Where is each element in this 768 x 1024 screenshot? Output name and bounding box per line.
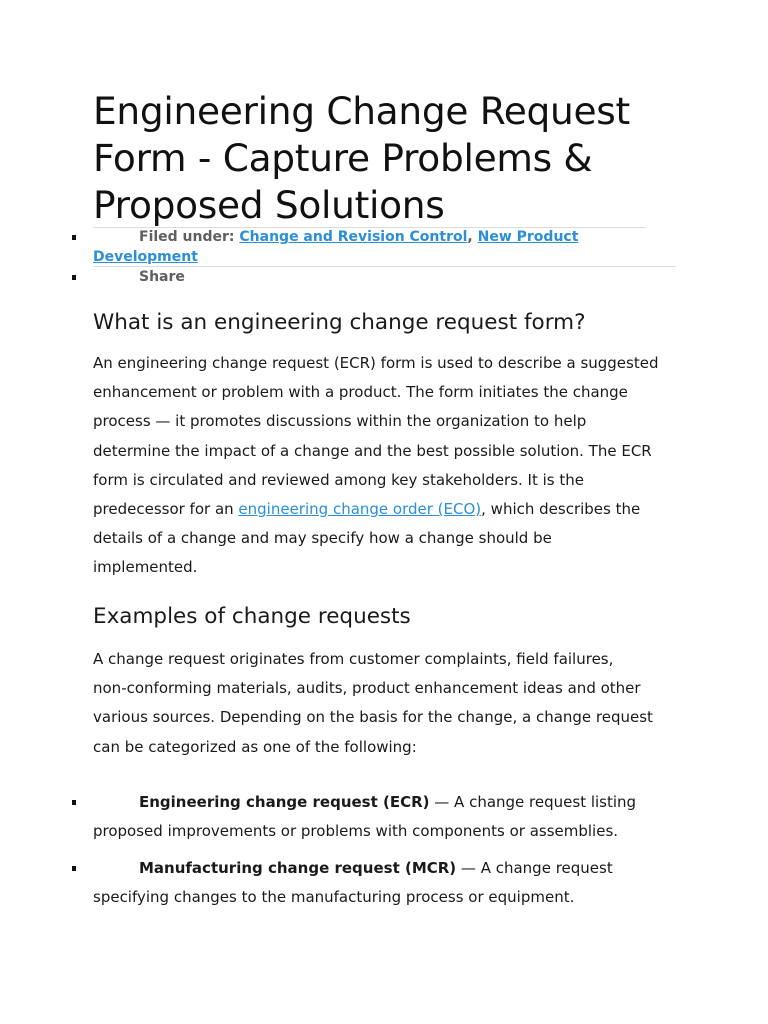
- list-item-ecr: [93, 788, 636, 846]
- paragraph-line: An engineering change request (ECR) form is used to describe a suggested: [93, 354, 659, 372]
- section-heading-what-is-ecr: What is an engineering change request form?: [93, 310, 586, 335]
- title-line-1: Engineering Change Request: [93, 89, 630, 133]
- paragraph-text: predecessor for an: [93, 500, 239, 519]
- title-line-3: Proposed Solutions: [93, 183, 445, 227]
- category-link-change-revision[interactable]: Change and Revision Control: [239, 229, 468, 245]
- paragraph-line: A change request originates from customer complaints, field failures,: [93, 650, 614, 668]
- list-bullet: [72, 275, 76, 280]
- category-separator: ,: [467, 229, 478, 245]
- list-item-continuation: proposed improvements or problems with components or assemblies.: [93, 822, 619, 841]
- list-item-term: Engineering change request (ECR): [139, 793, 430, 811]
- list-bullet: [72, 800, 76, 805]
- list-bullet: [72, 235, 76, 240]
- list-item-mcr: [93, 854, 613, 912]
- section-paragraph-what-is-ecr: [93, 349, 658, 583]
- list-item-continuation: specifying changes to the manufacturing process or equipment.: [93, 888, 575, 907]
- paragraph-line: non-conforming materials, audits, product enhancement ideas and other: [93, 679, 641, 698]
- paragraph-text: , which describes the: [481, 500, 641, 519]
- paragraph-line: can be categorized as one of the following:: [93, 737, 417, 756]
- paragraph-line: process — it promotes discussions within the organization to help: [93, 412, 587, 431]
- list-item-first-line: [93, 788, 636, 817]
- filed-under-continued: [93, 249, 198, 265]
- page-title: [93, 88, 693, 229]
- meta-top-divider: [93, 227, 646, 228]
- list-item-first-line: [93, 854, 613, 883]
- section-heading-examples: Examples of change requests: [93, 604, 411, 629]
- paragraph-line: enhancement or problem with a product. The form initiates the change: [93, 383, 628, 402]
- paragraph-line: details of a change and may specify how a change should be: [93, 529, 552, 548]
- share-button[interactable]: Share: [139, 269, 185, 285]
- paragraph-line: implemented.: [93, 558, 198, 577]
- title-line-2: Form - Capture Problems &: [93, 136, 593, 180]
- paragraph-line: form is circulated and reviewed among key stakeholders. It is the: [93, 470, 585, 489]
- paragraph-line-with-link: [93, 495, 658, 524]
- section-paragraph-examples: [93, 645, 653, 762]
- list-item-text: — A change request: [456, 859, 613, 877]
- paragraph-line: various sources. Depending on the basis for the change, a change request: [93, 708, 653, 727]
- filed-under-label: Filed under:: [139, 229, 240, 245]
- filed-under: [139, 229, 578, 245]
- category-link-new-product-development[interactable]: New Product: [477, 229, 579, 245]
- paragraph-line: determine the impact of a change and the best possible solution. The ECR: [93, 441, 652, 460]
- list-item-term: Manufacturing change request (MCR): [139, 859, 457, 877]
- list-bullet: [72, 866, 76, 871]
- list-item-text: — A change request listing: [429, 793, 637, 811]
- meta-bottom-divider: [93, 266, 676, 267]
- category-link-new-product-development-cont[interactable]: Development: [93, 249, 198, 265]
- eco-link[interactable]: engineering change order (ECO): [238, 500, 482, 519]
